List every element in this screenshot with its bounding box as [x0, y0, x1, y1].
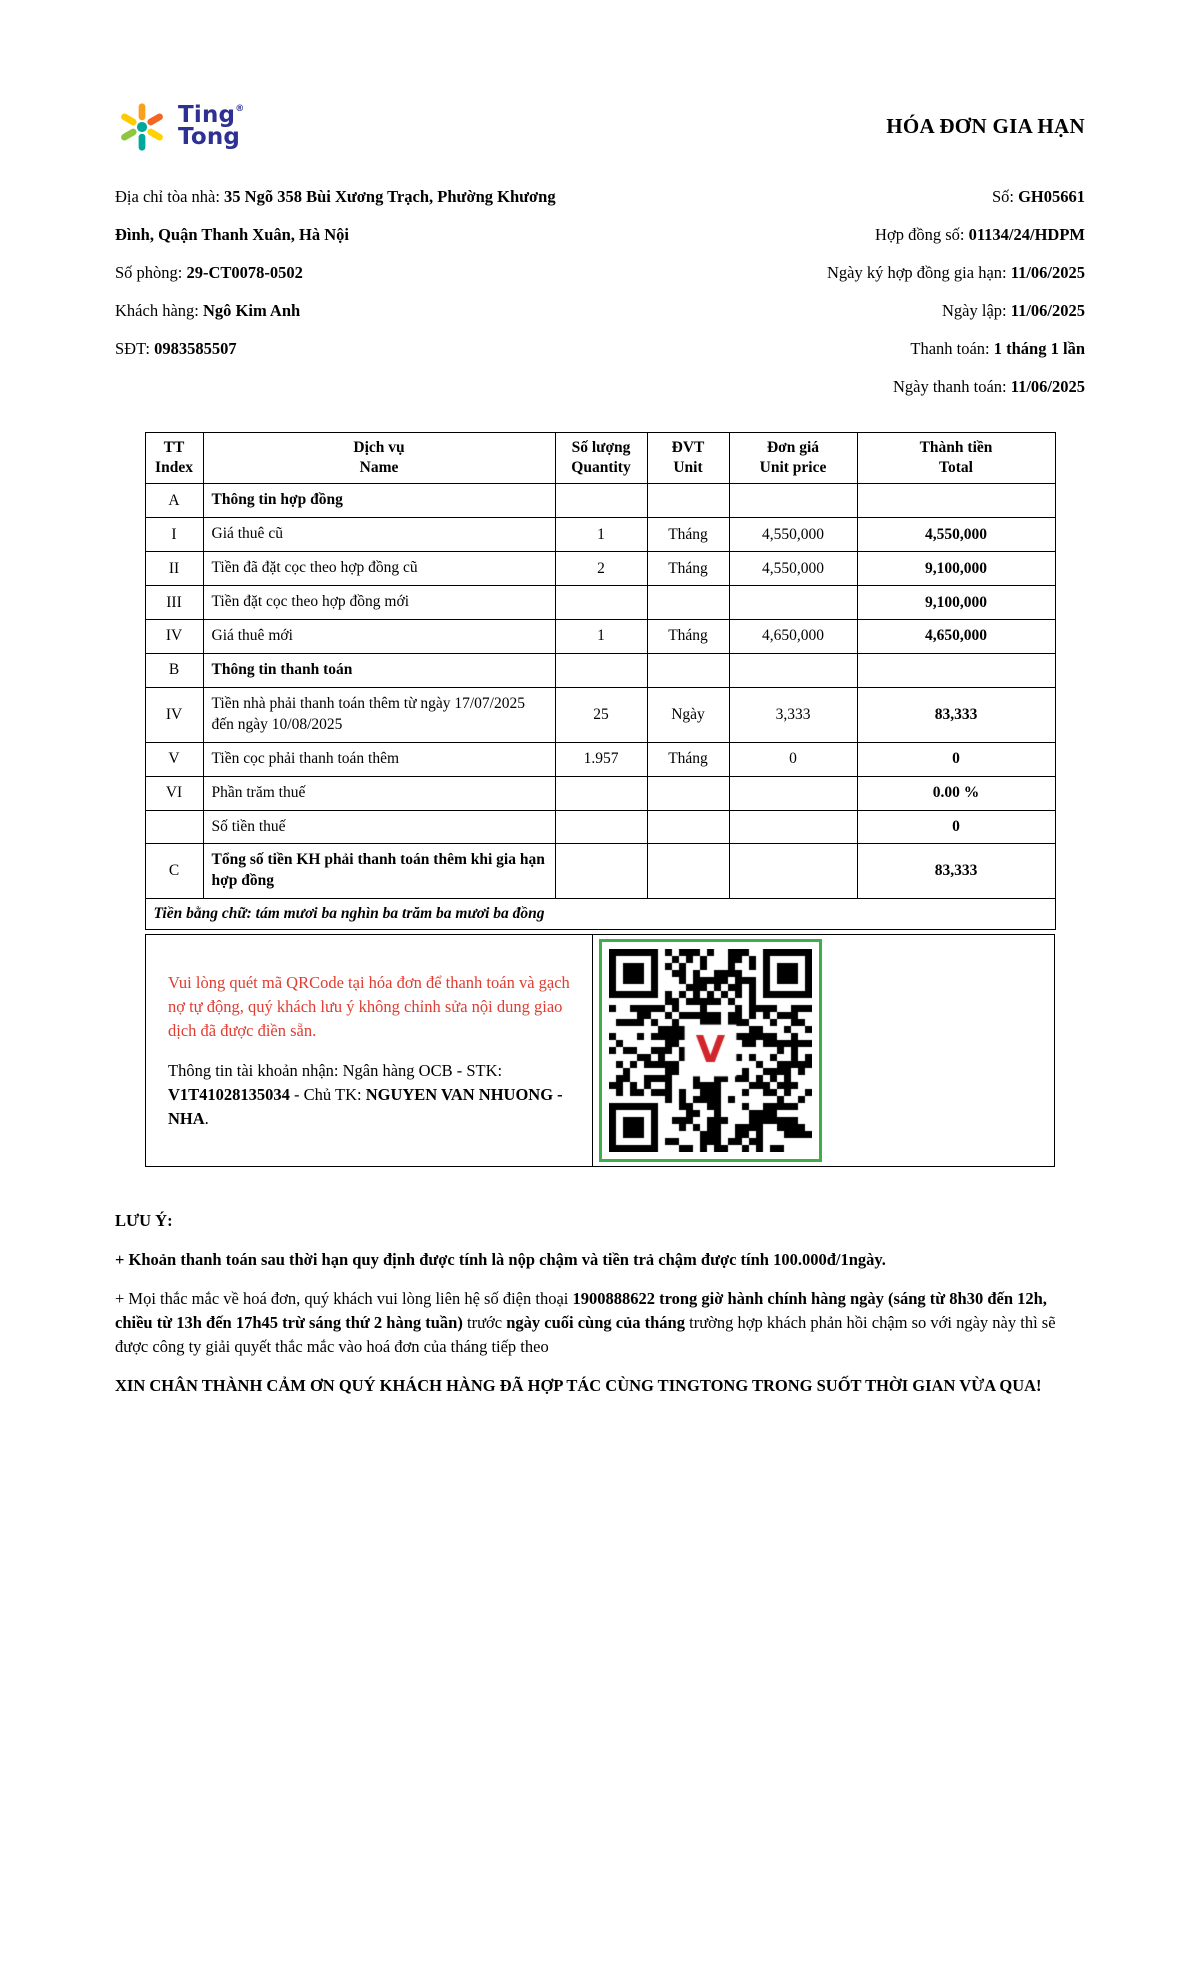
cell-qty: [555, 586, 647, 620]
info-left-block: [115, 178, 580, 406]
cell-qty: 1: [555, 619, 647, 653]
issue-date-value: 11/06/2025: [1010, 301, 1085, 320]
bank-account-info: [168, 1059, 570, 1131]
cell-unit: [647, 776, 729, 810]
contract-sign-date-label: Ngày ký hợp đồng gia hạn:: [826, 263, 1011, 282]
notes-section: [115, 1209, 1085, 1398]
payment-instructions: [146, 935, 593, 1166]
payment-cycle-row: [827, 330, 1085, 368]
cell-total: 0: [857, 810, 1055, 844]
cell-name: Giá thuê mới: [203, 619, 555, 653]
cell-price: 4,550,000: [729, 552, 857, 586]
hotline-note-part5: trường hợp khách phản hồi chậm so với ngày này thì sẽ được công ty giải quyết thắc mắc vào hoá đơn của tháng tiếp theo: [115, 1313, 1056, 1356]
cell-name: Số tiền thuế: [203, 810, 555, 844]
cell-total: 83,333: [857, 687, 1055, 742]
cell-unit: [647, 844, 729, 899]
late-payment-note: + Khoản thanh toán sau thời hạn quy định được tính là nộp chậm và tiền trả chậm được tính 100.000đ/1ngày.: [115, 1250, 886, 1270]
cell-total: [857, 484, 1055, 518]
col-header-unit: ĐVT Unit: [647, 433, 729, 484]
cell-price: [729, 484, 857, 518]
col-header-name: Dịch vụ Name: [203, 433, 555, 484]
tingtong-logo: [115, 100, 244, 154]
col-header-quantity: Số lượng Quantity: [555, 433, 647, 484]
bank-account-number: V1T41028135034: [168, 1084, 290, 1104]
cell-index: A: [145, 484, 203, 518]
cell-unit: Ngày: [647, 687, 729, 742]
cell-unit: Tháng: [647, 742, 729, 776]
cell-total: 83,333: [857, 844, 1055, 899]
cell-price: 0: [729, 742, 857, 776]
payment-cycle-value: 1 tháng 1 lần: [993, 339, 1085, 358]
hotline-note-part2: 1900888622 trong giờ hành chính hàng ngày (sáng từ 8h30 đến 12h, chiều từ 13h đến 17h45 trừ sáng thứ 2 hàng tuần): [115, 1289, 1047, 1333]
cell-qty: [555, 653, 647, 687]
cell-qty: 1.957: [555, 742, 647, 776]
cell-price: 3,333: [729, 687, 857, 742]
cell-total: 4,550,000: [857, 518, 1055, 552]
table-row: [145, 586, 1055, 620]
cell-price: [729, 810, 857, 844]
cell-qty: [555, 484, 647, 518]
invoice-table-header: [145, 433, 1055, 484]
cell-unit: [647, 586, 729, 620]
cell-price: 4,550,000: [729, 518, 857, 552]
cell-index: IV: [145, 687, 203, 742]
issue-date-row: [827, 292, 1085, 330]
col-header-total: Thành tiền Total: [857, 433, 1055, 484]
page-title: HÓA ĐƠN GIA HẠN: [886, 114, 1085, 138]
contract-number-row: [827, 216, 1085, 254]
cell-index: I: [145, 518, 203, 552]
cell-unit: [647, 810, 729, 844]
cell-name: Tiền đã đặt cọc theo hợp đồng cũ: [203, 552, 555, 586]
cell-qty: [555, 844, 647, 899]
cell-name: Tiền đặt cọc theo hợp đồng mới: [203, 586, 555, 620]
col-header-unit-price: Đơn giá Unit price: [729, 433, 857, 484]
cell-total: 9,100,000: [857, 552, 1055, 586]
cell-qty: [555, 810, 647, 844]
room-number-row: [115, 254, 580, 292]
cell-index: III: [145, 586, 203, 620]
cell-index: VI: [145, 776, 203, 810]
payment-cycle-label: Thanh toán:: [910, 339, 994, 358]
bank-account-holder: NGUYEN VAN NHUONG - NHA: [168, 1084, 563, 1128]
cell-price: [729, 776, 857, 810]
table-row: [145, 687, 1055, 742]
phone-row: [115, 330, 580, 368]
cell-name: Thông tin thanh toán: [203, 653, 555, 687]
phone-value: 0983585507: [154, 339, 237, 358]
invoice-number-label: Số:: [991, 187, 1019, 206]
table-row: [145, 844, 1055, 899]
cell-index: II: [145, 552, 203, 586]
amount-in-words: Tiền bằng chữ: tám mươi ba nghìn ba trăm ba mươi ba đồng: [145, 899, 1055, 930]
building-address-value: 35 Ngõ 358 Bùi Xương Trạch, Phường Khương Đình, Quận Thanh Xuân, Hà Nội: [115, 187, 556, 244]
cell-name: Tiền nhà phải thanh toán thêm từ ngày 17/07/2025 đến ngày 10/08/2025: [203, 687, 555, 742]
cell-price: 4,650,000: [729, 619, 857, 653]
hotline-note: [115, 1287, 1085, 1359]
table-row: [145, 776, 1055, 810]
cell-index: V: [145, 742, 203, 776]
cell-price: [729, 844, 857, 899]
cell-price: [729, 586, 857, 620]
info-right-block: [827, 178, 1085, 406]
qr-frame: [599, 939, 822, 1162]
table-row: [145, 518, 1055, 552]
building-address-row: [115, 178, 580, 254]
cell-index: B: [145, 653, 203, 687]
qr-code: [609, 949, 812, 1152]
contract-sign-date-row: [827, 254, 1085, 292]
tingtong-logo-text: Ting® Tong: [178, 102, 245, 150]
cell-qty: 2: [555, 552, 647, 586]
invoice-number-row: [827, 178, 1085, 216]
cell-name: Giá thuê cũ: [203, 518, 555, 552]
cell-unit: [647, 653, 729, 687]
invoice-number-value: GH05661: [1018, 187, 1085, 206]
payment-date-label: Ngày thanh toán:: [892, 377, 1011, 396]
hotline-note-part1: + Mọi thắc mắc về hoá đơn, quý khách vui lòng liên hệ số điện thoại: [115, 1289, 573, 1309]
payment-date-row: [827, 368, 1085, 406]
cell-total: 9,100,000: [857, 586, 1055, 620]
col-header-index: TT Index: [145, 433, 203, 484]
room-number-value: 29-CT0078-0502: [186, 263, 303, 282]
contract-number-label: Hợp đồng số:: [875, 225, 969, 244]
bank-account-label: Thông tin tài khoản nhận: Ngân hàng OCB - STK:: [168, 1060, 503, 1080]
cell-name: Tiền cọc phải thanh toán thêm: [203, 742, 555, 776]
table-row: [145, 742, 1055, 776]
notes-heading: LƯU Ý:: [115, 1211, 173, 1231]
payment-date-value: 11/06/2025: [1010, 377, 1085, 396]
customer-row: [115, 292, 580, 330]
table-row: [145, 484, 1055, 518]
tingtong-logo-icon: [115, 100, 169, 154]
room-number-label: Số phòng:: [115, 263, 187, 282]
registered-mark: ®: [235, 104, 245, 115]
invoice-table: [145, 432, 1056, 930]
cell-total: 0: [857, 742, 1055, 776]
building-address-label: Địa chỉ tòa nhà:: [115, 187, 225, 206]
cell-qty: 1: [555, 518, 647, 552]
table-row: [145, 810, 1055, 844]
cell-index: C: [145, 844, 203, 899]
cell-index: IV: [145, 619, 203, 653]
cell-total: 0.00 %: [857, 776, 1055, 810]
qr-area: [593, 935, 1054, 1166]
customer-value: Ngô Kim Anh: [202, 301, 301, 320]
invoice-table-body: [145, 484, 1055, 899]
cell-price: [729, 653, 857, 687]
thank-you-note: XIN CHÂN THÀNH CẢM ƠN QUÝ KHÁCH HÀNG ĐÃ HỢP TÁC CÙNG TINGTONG TRONG SUỐT THỜI GIAN VỪA QUA!: [115, 1375, 1042, 1395]
cell-unit: Tháng: [647, 518, 729, 552]
phone-label: SĐT:: [115, 339, 155, 358]
bank-account-end: .: [204, 1108, 209, 1128]
cell-index: [145, 810, 203, 844]
contract-sign-date-value: 11/06/2025: [1010, 263, 1085, 282]
cell-unit: Tháng: [647, 552, 729, 586]
cell-unit: [647, 484, 729, 518]
cell-name: Phần trăm thuế: [203, 776, 555, 810]
table-row: [145, 653, 1055, 687]
cell-unit: Tháng: [647, 619, 729, 653]
table-row: [145, 552, 1055, 586]
hotline-note-part4: ngày cuối cùng của tháng: [506, 1313, 685, 1333]
bank-account-mid: - Chủ TK:: [289, 1084, 366, 1104]
cell-qty: [555, 776, 647, 810]
contract-number-value: 01134/24/HDPM: [968, 225, 1085, 244]
issue-date-label: Ngày lập:: [942, 301, 1011, 320]
cell-qty: 25: [555, 687, 647, 742]
header: [115, 100, 1085, 154]
qr-payment-note: Vui lòng quét mã QRCode tại hóa đơn để thanh toán và gạch nợ tự động, quý khách lưu ý không chỉnh sửa nội dung giao dịch đã được điền sẵn.: [168, 973, 570, 1040]
amount-in-words-row: [145, 899, 1055, 930]
cell-total: [857, 653, 1055, 687]
info-section: [115, 178, 1085, 406]
hotline-note-part3: trước: [462, 1313, 507, 1333]
cell-name: Thông tin hợp đồng: [203, 484, 555, 518]
cell-name: Tổng số tiền KH phải thanh toán thêm khi gia hạn hợp đồng: [203, 844, 555, 899]
table-row: [145, 619, 1055, 653]
cell-total: 4,650,000: [857, 619, 1055, 653]
customer-label: Khách hàng:: [115, 301, 203, 320]
payment-box: [145, 934, 1055, 1167]
